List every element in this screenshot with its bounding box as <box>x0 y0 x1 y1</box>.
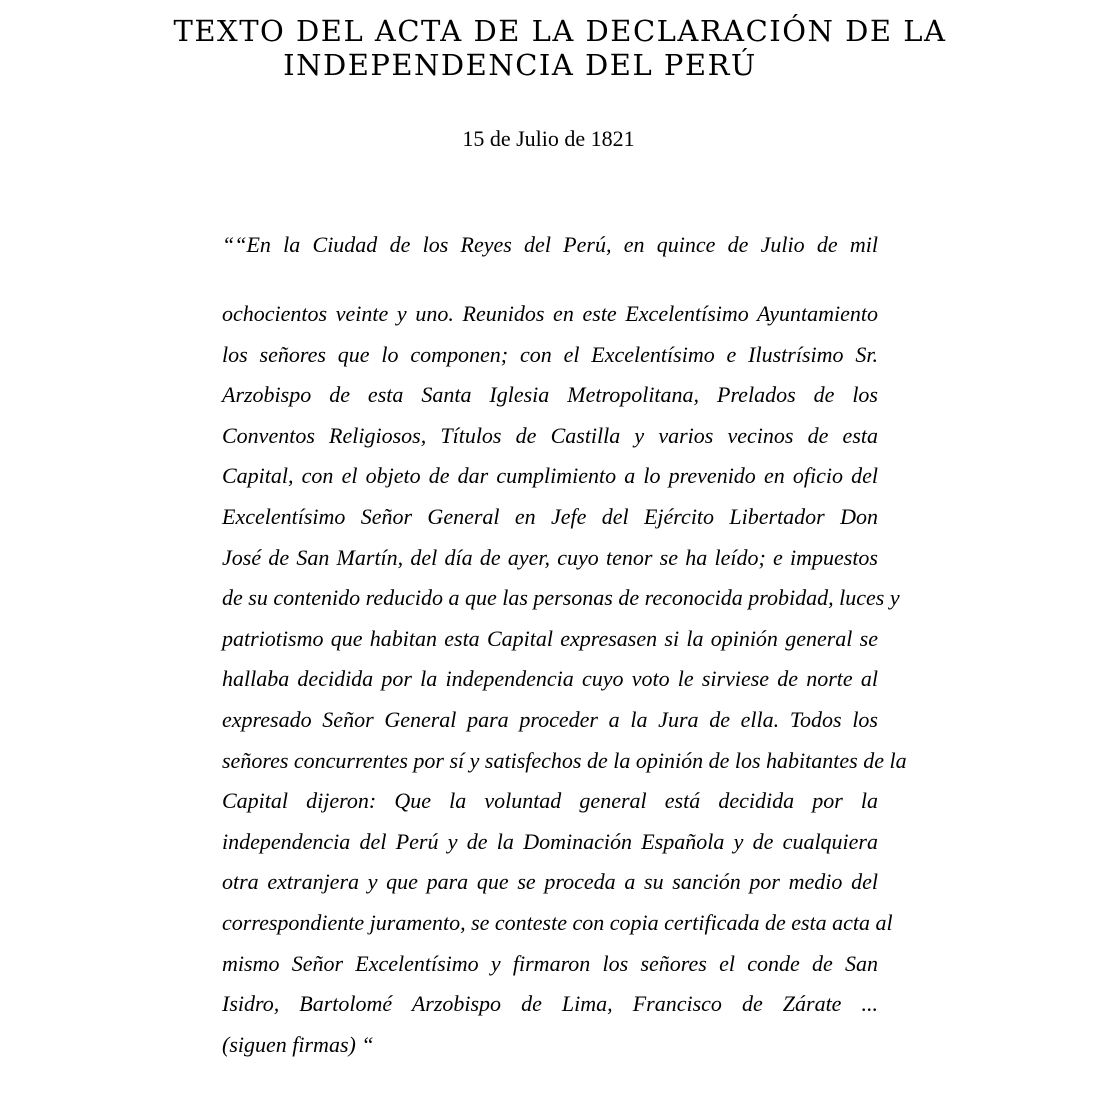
text-line: correspondiente juramento, se conteste con copia certificada de esta acta al <box>222 909 893 935</box>
text-line: independencia del Perú y de la Dominación Española y de cualquiera <box>222 828 878 854</box>
document-title <box>120 14 1000 82</box>
text-line: señores concurrentes por sí y satisfechos de la opinión de los habitantes de la <box>222 747 907 773</box>
text-line: ““En la Ciudad de los Reyes del Perú, en quince de Julio de mil <box>222 232 878 257</box>
text-line: (siguen firmas) “ <box>222 1031 374 1057</box>
text-line: patriotismo que habitan esta Capital expresasen si la opinión general se <box>222 625 878 651</box>
text-line: Isidro, Bartolomé Arzobispo de Lima, Francisco de Zárate ... <box>222 991 878 1017</box>
text-line: Capital dijeron: Que la voluntad general está decidida por la <box>222 788 878 814</box>
text-line: los señores que lo componen; con el Excelentísimo e Ilustrísimo Sr. <box>222 341 878 367</box>
act-text <box>222 229 907 1069</box>
text-line: de su contenido reducido a que las personas de reconocida probidad, luces y <box>222 585 900 611</box>
text-line: otra extranjera y que para que se proceda a su sanción por medio del <box>222 869 878 895</box>
text-line: mismo Señor Excelentísimo y firmaron los señores el conde de San <box>222 950 878 976</box>
document-date: 15 de Julio de 1821 <box>462 126 635 151</box>
text-line: Arzobispo de esta Santa Iglesia Metropolitana, Prelados de los <box>222 382 878 408</box>
title-line-2: INDEPENDENCIA DEL PERÚ <box>283 48 757 82</box>
text-line: expresado Señor General para proceder a la Jura de ella. Todos los <box>222 706 878 732</box>
title-line-1: TEXTO DEL ACTA DE LA DECLARACIÓN DE LA <box>173 14 947 48</box>
text-line: ochocientos veinte y uno. Reunidos en este Excelentísimo Ayuntamiento <box>222 301 878 326</box>
text-line: hallaba decidida por la independencia cuyo voto le sirviese de norte al <box>222 666 878 692</box>
text-line: José de San Martín, del día de ayer, cuyo tenor se ha leído; e impuestos <box>222 544 878 570</box>
text-line: Conventos Religiosos, Títulos de Castilla y varios vecinos de esta <box>222 422 878 448</box>
text-line: Capital, con el objeto de dar cumplimiento a lo prevenido en oficio del <box>222 463 878 489</box>
text-line: Excelentísimo Señor General en Jefe del Ejército Libertador Don <box>222 503 878 529</box>
